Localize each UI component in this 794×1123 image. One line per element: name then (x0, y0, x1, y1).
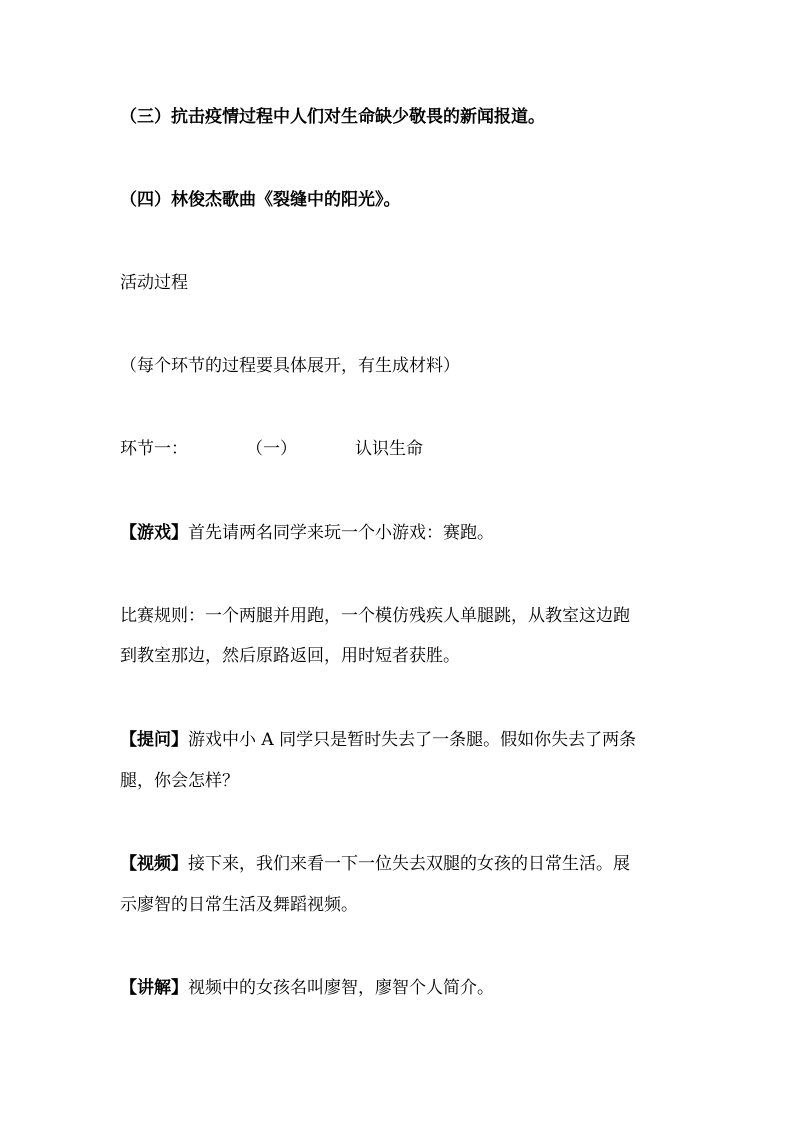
section-title: 认识生命 (355, 439, 423, 459)
reference-item-3-text: （三）抗击疫情过程中人们对生命缺少敬畏的新闻报道。 (120, 107, 545, 127)
question-line-1 (120, 725, 680, 755)
explain-text: 视频中的女孩名叫廖智，廖智个人简介。 (188, 978, 494, 998)
explain-tag: 【讲解】 (120, 978, 188, 998)
activity-process-heading-text: 活动过程 (120, 273, 188, 293)
rules-text-1: 比赛规则：一个两腿并用跑，一个模仿残疾人单腿跳，从教室这边跑 (120, 606, 630, 626)
game-paragraph (120, 518, 680, 548)
rules-line-2 (120, 641, 680, 671)
explain-paragraph (120, 973, 680, 1003)
rules-line-1 (120, 601, 680, 631)
activity-process-note-text: （每个环节的过程要具体展开，有生成材料） (120, 356, 460, 376)
question-tag: 【提问】 (120, 730, 188, 750)
video-line-2 (120, 890, 680, 920)
section-number: （一） (246, 439, 297, 459)
question-text-1: 游戏中小 A 同学只是暂时失去了一条腿。假如你失去了两条 (188, 730, 637, 750)
game-tag: 【游戏】 (120, 523, 188, 543)
question-text-2: 腿，你会怎样？ (120, 771, 239, 791)
question-line-2 (120, 766, 680, 796)
section-label: 环节一： (120, 439, 188, 459)
video-text-2: 示廖智的日常生活及舞蹈视频。 (120, 895, 358, 915)
reference-item-4 (120, 185, 680, 215)
video-text-1: 接下来，我们来看一下一位失去双腿的女孩的日常生活。展 (188, 854, 630, 874)
section-heading (120, 434, 680, 464)
activity-process-heading (120, 268, 680, 298)
video-line-1 (120, 849, 680, 879)
video-tag: 【视频】 (120, 854, 188, 874)
game-text: 首先请两名同学来玩一个小游戏：赛跑。 (188, 523, 494, 543)
reference-item-3 (120, 102, 680, 132)
activity-process-note (120, 351, 680, 381)
rules-text-2: 到教室那边，然后原路返回，用时短者获胜。 (120, 646, 460, 666)
reference-item-4-text: （四）林俊杰歌曲《裂缝中的阳光》。 (120, 190, 401, 210)
